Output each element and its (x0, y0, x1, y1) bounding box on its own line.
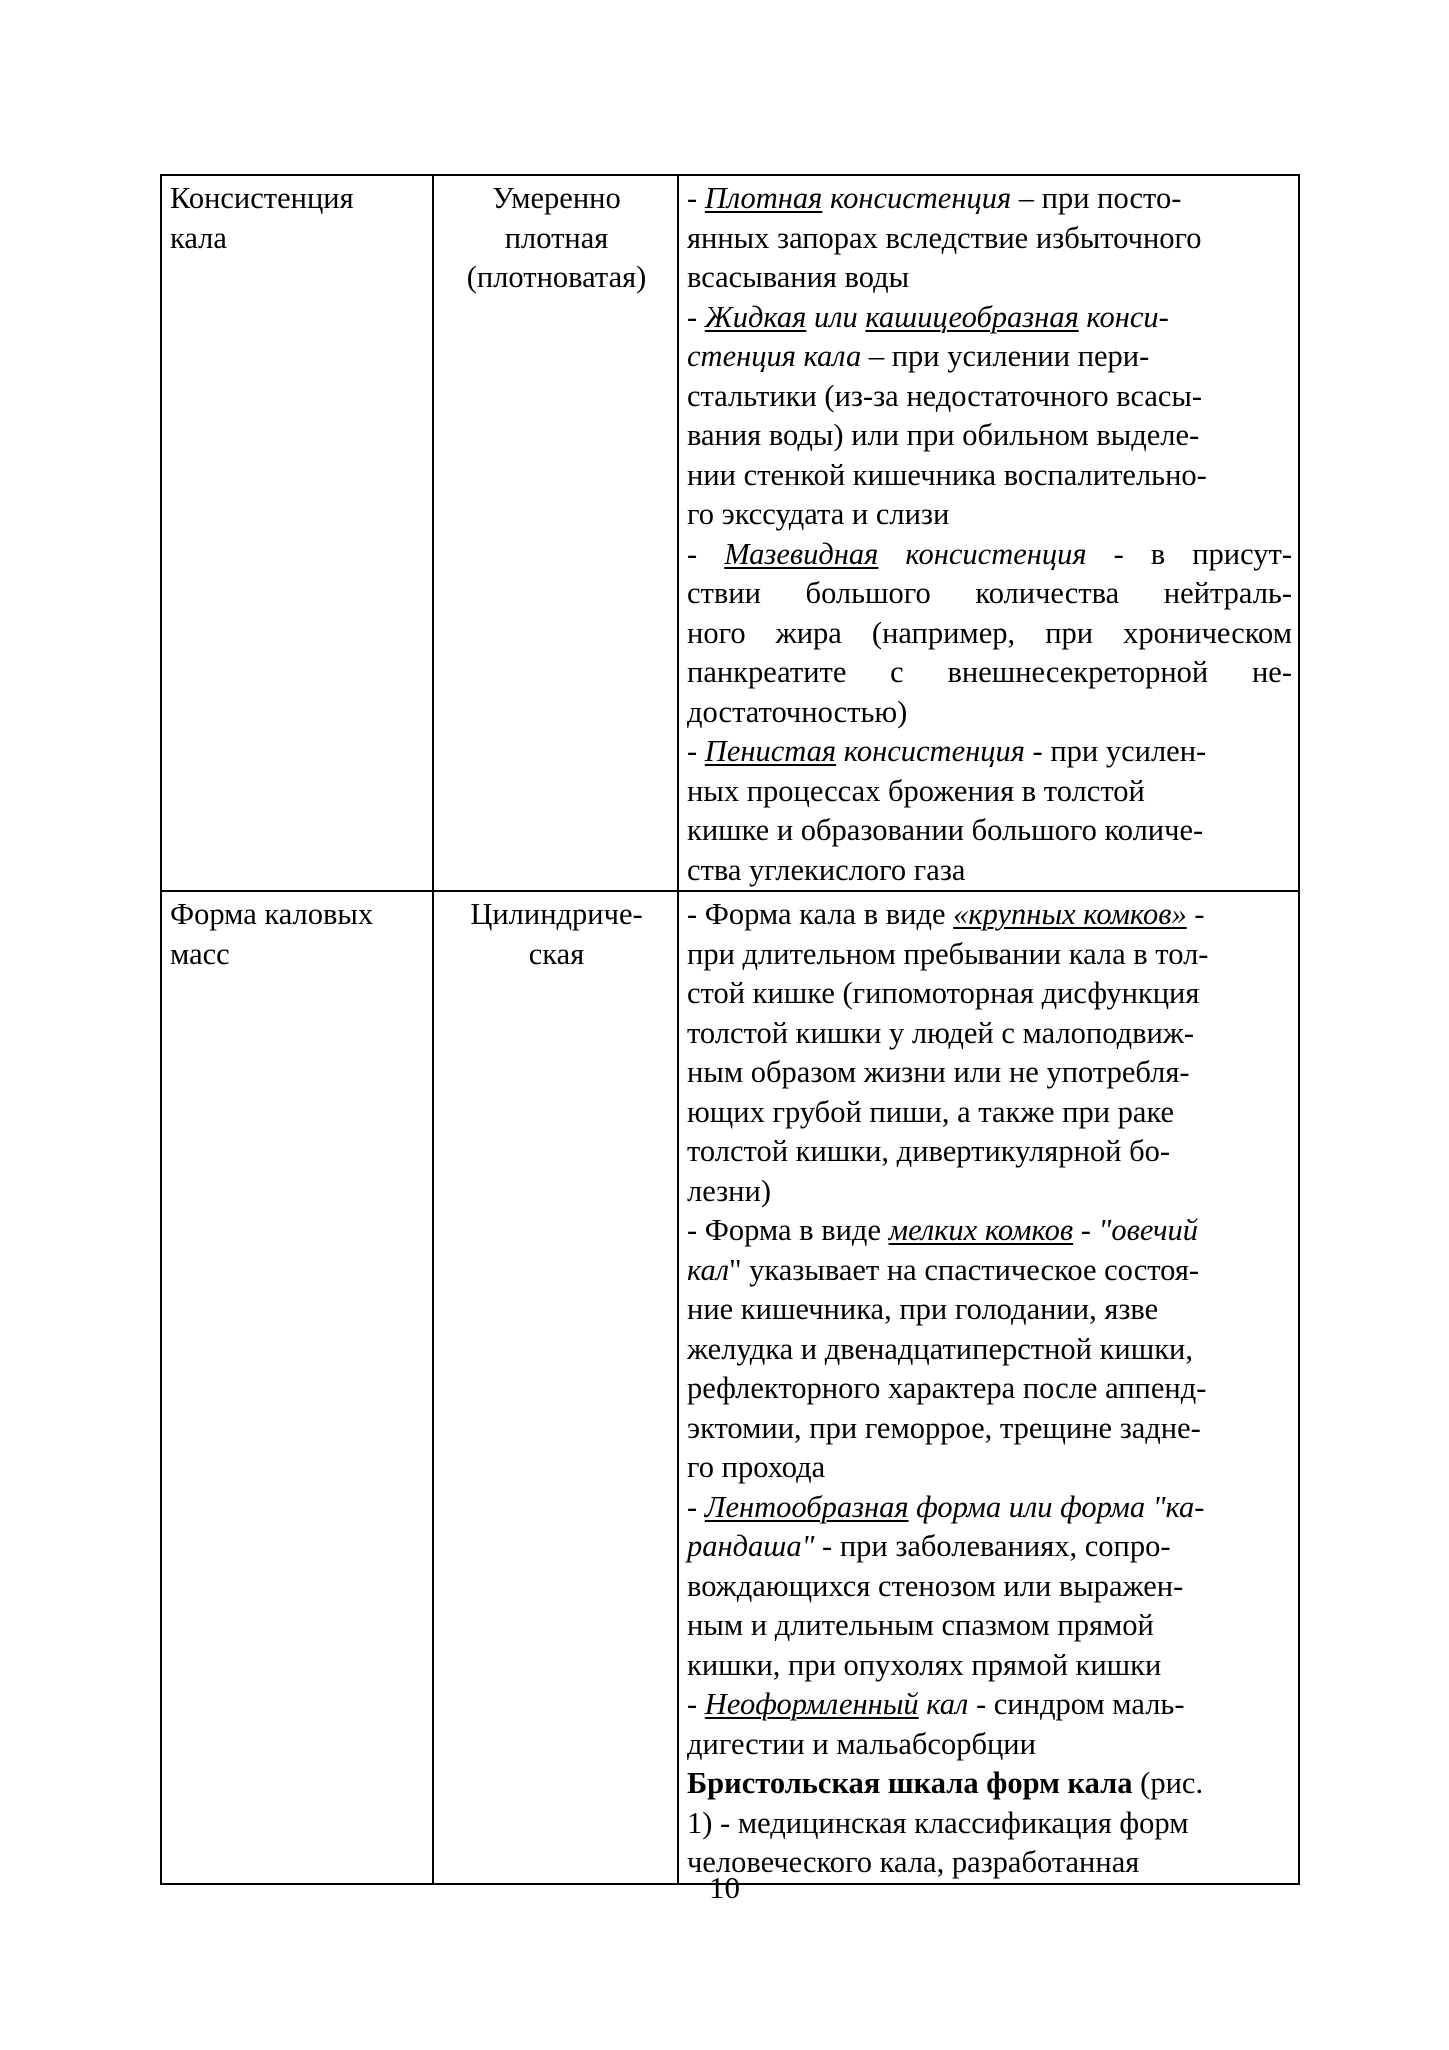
text-run: лезни) (687, 1173, 771, 1208)
text-run: - (1073, 1213, 1099, 1247)
text-run: ным образом жизни или не употребля- (687, 1055, 1190, 1089)
description-line (687, 495, 1292, 535)
text-run: толстой кишки у людей с малоподвиж- (687, 1015, 1195, 1050)
text-run: Лентообразная (704, 1489, 909, 1524)
description-line (687, 1725, 1292, 1765)
text-run: мелких комков (888, 1213, 1074, 1247)
description-line (687, 1606, 1292, 1646)
text-run: - (687, 536, 725, 571)
text-run: рандаша" (687, 1529, 815, 1563)
text-run: ющих грубой пиши, а также при раке (687, 1094, 1175, 1129)
text-run: ного жира (например, при хроническом (687, 615, 1292, 650)
norm-cell (433, 175, 678, 891)
text-run: стальтики (из-за недостаточного всасы- (687, 378, 1203, 413)
description-line (687, 1567, 1292, 1607)
text-run: - при усилен- (1024, 734, 1207, 768)
text-run: ние кишечника, при голодании, язве (687, 1292, 1159, 1326)
text-run: кал (918, 1687, 969, 1721)
page-number: 10 (709, 1870, 740, 1905)
text-run: или (806, 299, 866, 334)
text-run: Пенистая (704, 734, 837, 768)
norm-line: Цилиндриче- (470, 897, 643, 931)
text-run: - при заболеваниях, сопро- (814, 1529, 1171, 1563)
description-line (687, 258, 1292, 298)
text-run: Плотная (704, 181, 823, 215)
text-run: – при усилении пери- (861, 339, 1150, 373)
table-row (161, 175, 1299, 891)
description-line (687, 1093, 1292, 1133)
description-line (687, 1488, 1292, 1528)
text-run: го прохода (687, 1450, 826, 1484)
text-run: - в присут- (1086, 536, 1292, 571)
text-run: стой кишке (гипомоторная дисфункция (687, 976, 1200, 1010)
text-run: Бристольская шкала форм кала (687, 1766, 1133, 1800)
text-run: всасывания воды (687, 260, 910, 294)
text-run: при длительном пребывании кала в тол- (687, 936, 1209, 971)
description-line (687, 1448, 1292, 1488)
text-run: " указывает на спастическое состоя- (729, 1252, 1200, 1287)
text-run: консистенция (836, 734, 1025, 768)
parameter-line: Консистенция (170, 181, 354, 215)
text-run: - Форма в виде (687, 1213, 889, 1247)
table-body (161, 175, 1299, 1884)
text-run: - (687, 181, 705, 215)
description-line (687, 1409, 1292, 1449)
description-cell (678, 891, 1299, 1884)
text-run: - Форма кала в виде (687, 897, 954, 931)
description-line (687, 811, 1292, 851)
text-run: дигестии и мальабсорбции (687, 1726, 1036, 1761)
text-run: достаточностью) (687, 694, 908, 729)
text-run: ства углекислого газа (687, 852, 966, 887)
norm-line: Умеренно (492, 181, 621, 215)
text-run: 1) - медицинская классификация форм (687, 1805, 1189, 1840)
text-run: - (687, 1489, 705, 1524)
text-run: (рис. (1132, 1766, 1204, 1800)
parameter-line: кала (170, 220, 227, 255)
text-run: кашицеобразная (865, 299, 1079, 334)
text-run: ных процессах брожения в толстой (687, 773, 1145, 808)
stool-characteristics-table (160, 174, 1300, 1885)
description-line (687, 1330, 1292, 1370)
description-line (687, 732, 1292, 772)
text-run: конси- (1078, 299, 1169, 334)
description-line (687, 1211, 1292, 1251)
description-line (687, 693, 1292, 733)
description-line (687, 1251, 1292, 1291)
text-run: Мазевидная (724, 536, 879, 571)
description-line (687, 1685, 1292, 1725)
parameter-cell (161, 175, 433, 891)
parameter-line: масс (170, 936, 230, 971)
description-line (687, 614, 1292, 654)
text-run: - (687, 299, 705, 334)
text-run: нии стенкой кишечника воспалительно- (687, 457, 1207, 492)
description-line (687, 377, 1292, 417)
description-line (687, 1646, 1292, 1686)
text-run: Неоформленный (704, 1687, 919, 1721)
description-line (687, 1290, 1292, 1330)
description-cell (678, 175, 1299, 891)
description-line (687, 416, 1292, 456)
norm-line: ская (528, 936, 585, 971)
text-run: форма или форма "ка- (908, 1489, 1205, 1524)
text-run: рефлекторного характера после аппенд- (687, 1371, 1207, 1405)
text-run: ствии большого количества нейтраль- (687, 576, 1292, 610)
text-run: - (1186, 897, 1205, 931)
parameter-cell (161, 891, 433, 1884)
description-line (687, 653, 1292, 693)
text-run: консистенция (822, 181, 1012, 215)
description-line (687, 1527, 1292, 1567)
description-line (687, 1804, 1292, 1844)
text-run: Жидкая (704, 299, 807, 334)
description-line (687, 895, 1292, 935)
text-run: - синдром маль- (968, 1687, 1185, 1721)
description-line (687, 1053, 1292, 1093)
text-run: консистенция (878, 536, 1087, 571)
description-line (687, 1172, 1292, 1212)
text-run: вания воды) или при обильном выделе- (687, 418, 1200, 452)
text-run: - (687, 734, 705, 768)
norm-cell (433, 891, 678, 1884)
norm-line: плотная (504, 220, 609, 255)
description-line (687, 219, 1292, 259)
description-line (687, 337, 1292, 377)
description-line (687, 535, 1292, 575)
description-line (687, 935, 1292, 975)
text-run: панкреатите с внешнесекреторной не- (687, 655, 1292, 689)
text-run: стенция кала (687, 339, 862, 373)
description-line (687, 974, 1292, 1014)
text-run: кишки, при опухолях прямой кишки (687, 1647, 1162, 1682)
text-run: кал (687, 1252, 730, 1287)
text-run: янных запорах вследствие избыточного (687, 220, 1202, 255)
table-row (161, 891, 1299, 1884)
description-line (687, 851, 1292, 891)
description-line (687, 1764, 1292, 1804)
text-run: "овечий (1098, 1213, 1198, 1247)
description-line (687, 1014, 1292, 1054)
description-line (687, 298, 1292, 338)
text-run: человеческого кала, разработанная (687, 1845, 1140, 1879)
text-run: «крупных комков» (953, 897, 1187, 931)
parameter-line: Форма каловых (170, 897, 374, 931)
text-run: ным и длительным спазмом прямой (687, 1608, 1154, 1642)
text-run: – при посто- (1011, 181, 1182, 215)
description-line (687, 1369, 1292, 1409)
description-line (687, 1132, 1292, 1172)
description-line (687, 772, 1292, 812)
text-run: кишке и образовании большого количе- (687, 813, 1204, 847)
text-run: эктомии, при геморрое, трещине задне- (687, 1410, 1201, 1445)
text-run: го экссудата и слизи (687, 497, 950, 531)
text-run: толстой кишки, дивертикулярной бо- (687, 1134, 1171, 1168)
text-run: желудка и двенадцатиперстной кишки, (687, 1331, 1194, 1366)
text-run: вождающихся стенозом или выражен- (687, 1568, 1184, 1603)
text-run: - (687, 1687, 705, 1721)
description-line (687, 179, 1292, 219)
description-line (687, 574, 1292, 614)
norm-line: (плотноватая) (466, 260, 647, 294)
description-line (687, 456, 1292, 496)
